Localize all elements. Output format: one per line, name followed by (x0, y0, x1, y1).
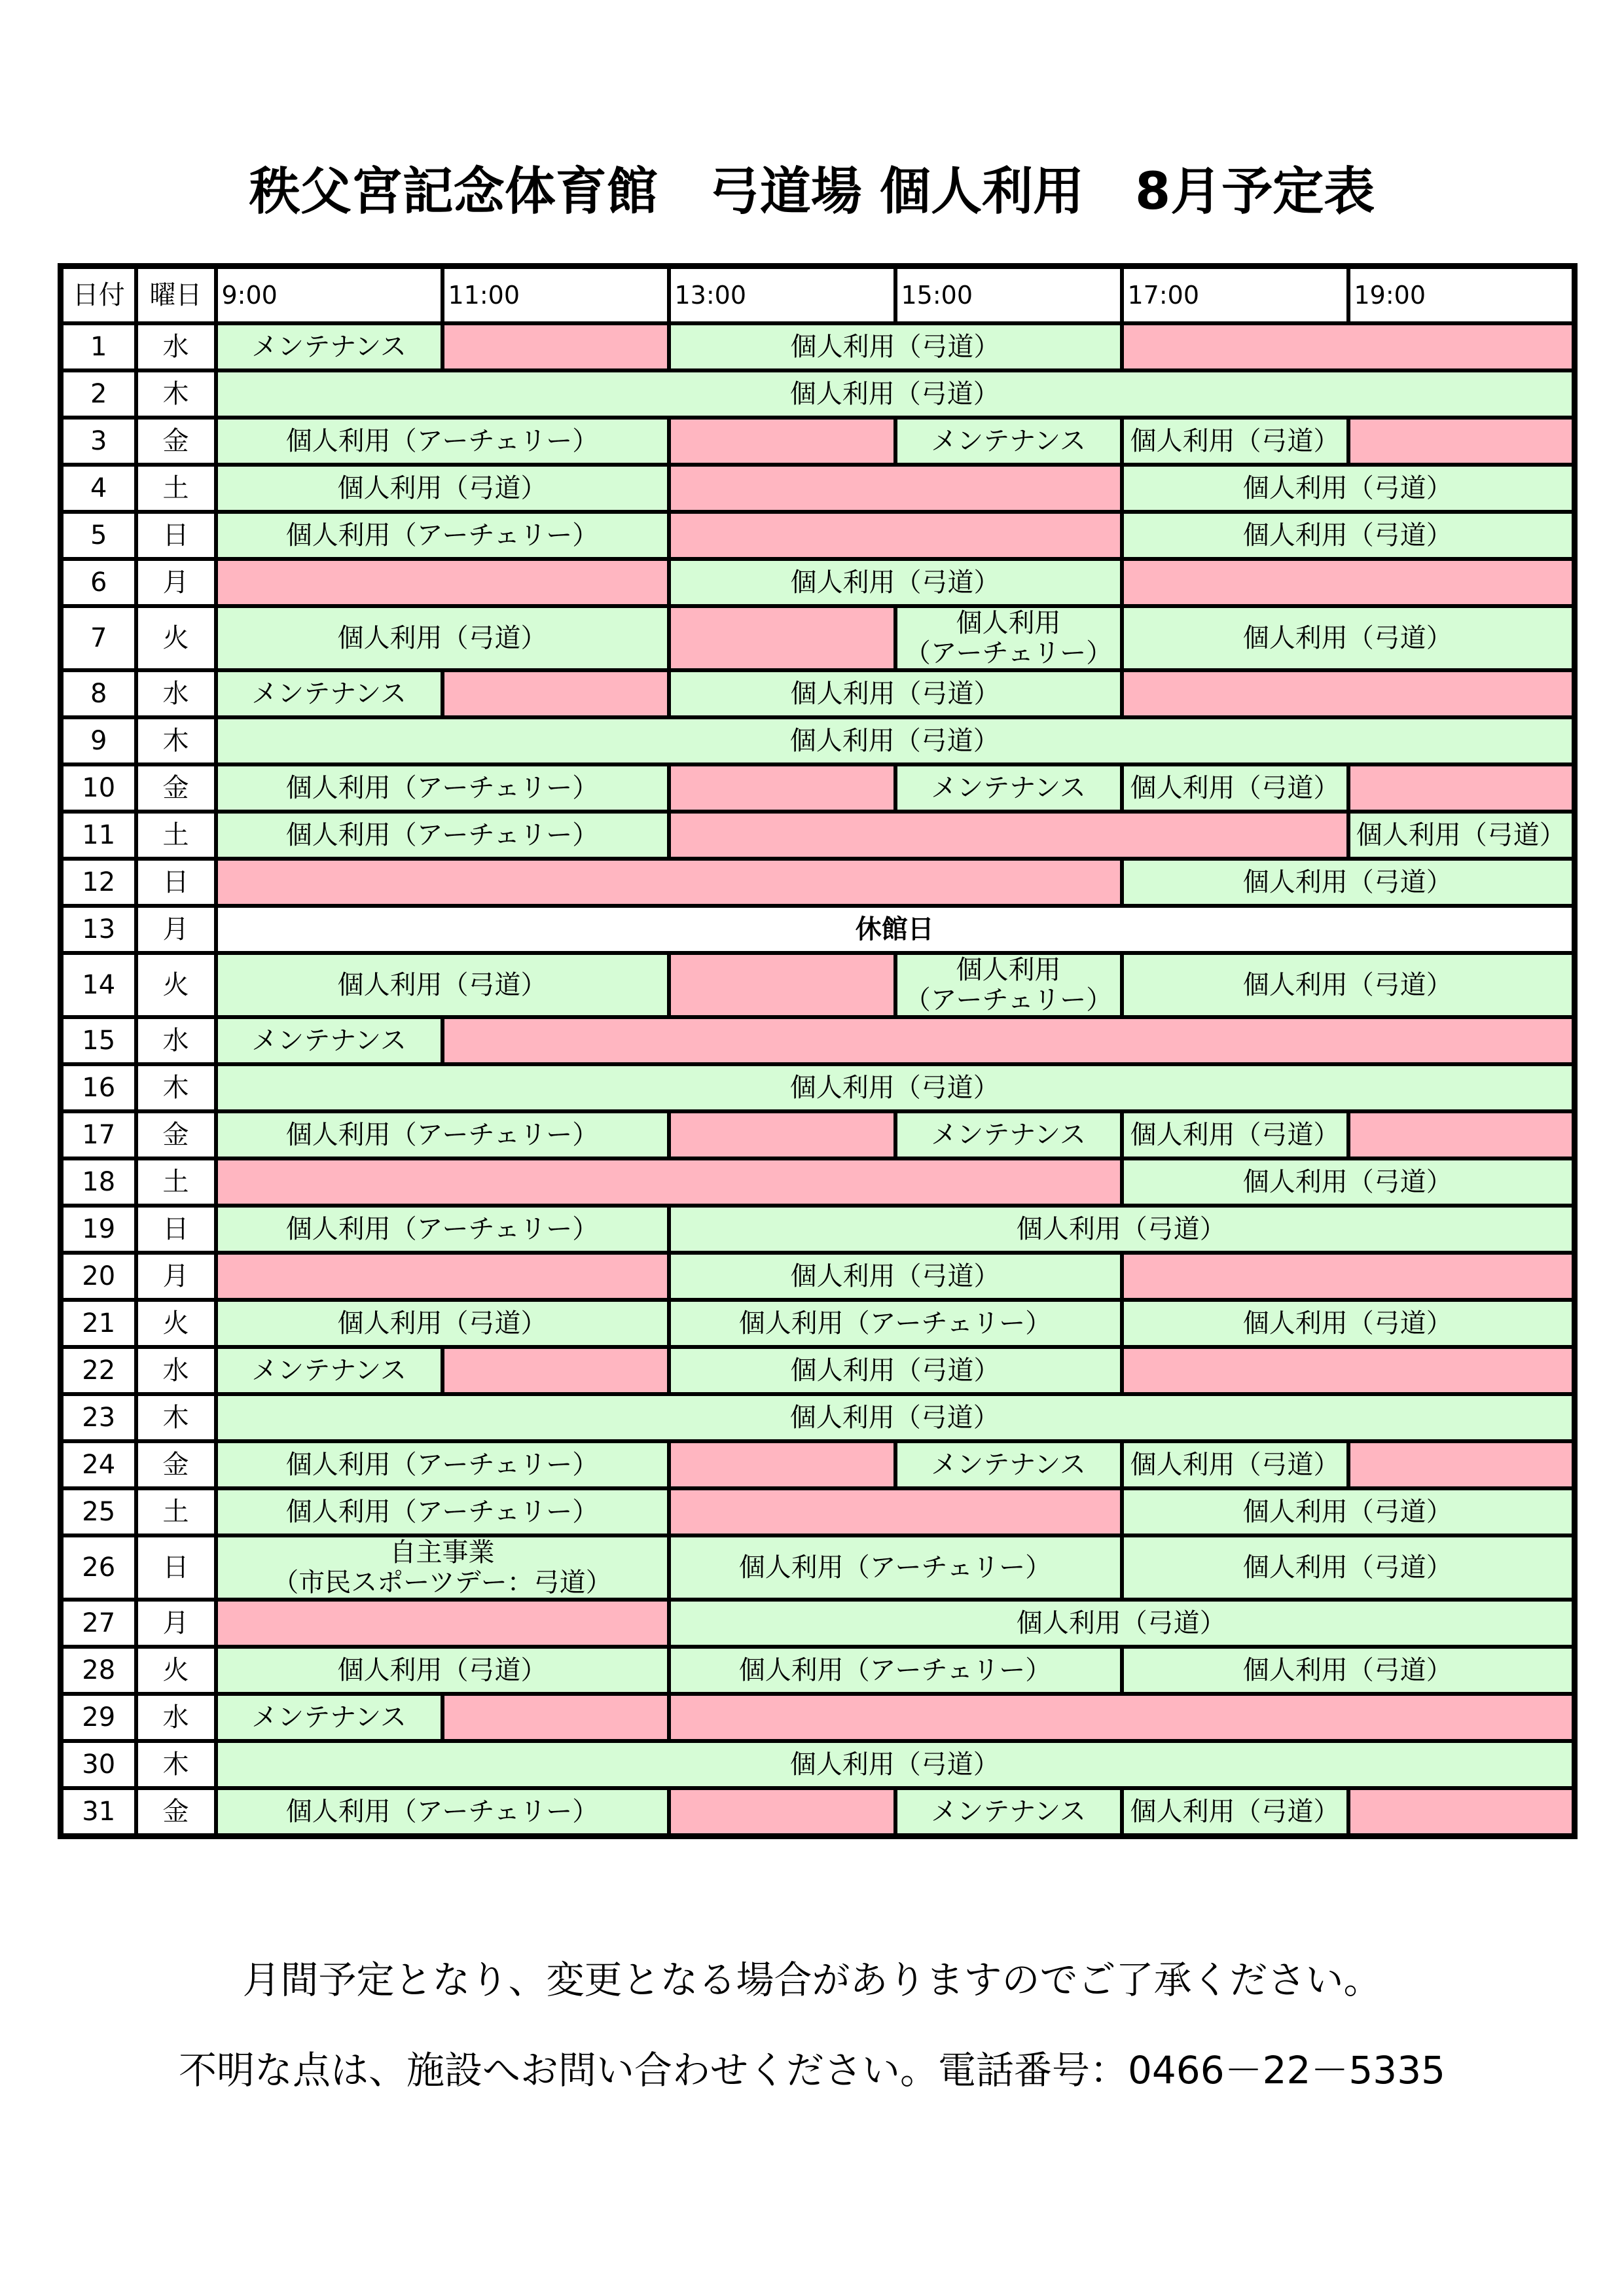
schedule-slot: 個人利用（弓道） (216, 953, 669, 1017)
booked-slot (669, 606, 895, 670)
booked-slot (442, 1694, 669, 1741)
weekday: 金 (136, 1788, 216, 1837)
schedule-slot: 個人利用（弓道） (216, 1300, 669, 1347)
booked-slot (669, 1111, 895, 1158)
booked-slot (216, 1253, 669, 1300)
schedule-slot: メンテナンス (216, 670, 442, 717)
schedule-slot: 個人利用（アーチェリー） (216, 512, 669, 559)
schedule-slot: 個人利用（弓道） (216, 1741, 1575, 1788)
day-number: 19 (61, 1206, 136, 1253)
schedule-slot: 個人利用（弓道） (1122, 512, 1575, 559)
schedule-slot: 個人利用（アーチェリー） (216, 418, 669, 465)
day-number: 15 (61, 1017, 136, 1064)
weekday: 木 (136, 370, 216, 418)
schedule-slot: 個人利用（弓道） (1122, 1441, 1348, 1488)
schedule-slot: 個人利用（アーチェリー） (669, 1647, 1122, 1694)
booked-slot (1348, 1788, 1575, 1837)
booked-slot (216, 1600, 669, 1647)
table-row (61, 1741, 1575, 1788)
schedule-slot: 個人利用（弓道） (669, 1206, 1575, 1253)
time-header: 19:00 (1348, 266, 1575, 324)
schedule-slot: 個人利用（弓道） (669, 1600, 1575, 1647)
weekday: 金 (136, 764, 216, 812)
booked-slot (669, 1694, 1575, 1741)
table-row (61, 512, 1575, 559)
weekday: 水 (136, 1017, 216, 1064)
weekday: 水 (136, 323, 216, 370)
schedule-slot: メンテナンス (895, 418, 1122, 465)
table-row (61, 717, 1575, 764)
table-row (61, 1206, 1575, 1253)
day-number: 27 (61, 1600, 136, 1647)
weekday: 日 (136, 1206, 216, 1253)
weekday: 金 (136, 1111, 216, 1158)
note-contact: 不明な点は、施設へお問い合わせください。電話番号：0466－22－5335 (178, 2048, 1446, 2092)
time-header: 17:00 (1122, 266, 1348, 324)
booked-slot (1348, 1441, 1575, 1488)
schedule-slot: メンテナンス (895, 764, 1122, 812)
weekday: 火 (136, 1647, 216, 1694)
weekday: 土 (136, 1158, 216, 1206)
day-number: 8 (61, 670, 136, 717)
schedule-slot: 個人利用（弓道） (216, 606, 669, 670)
schedule-slot: 個人利用（アーチェリー） (216, 1111, 669, 1158)
table-row (61, 1347, 1575, 1394)
weekday: 日 (136, 859, 216, 906)
weekday: 木 (136, 1394, 216, 1441)
day-number: 31 (61, 1788, 136, 1837)
header-row (61, 266, 1575, 324)
table-row (61, 1158, 1575, 1206)
weekday: 日 (136, 1535, 216, 1600)
schedule-slot: 個人利用（弓道） (216, 465, 669, 512)
booked-slot (1348, 764, 1575, 812)
weekday: 月 (136, 1600, 216, 1647)
day-number: 13 (61, 906, 136, 953)
schedule-slot: 個人利用（弓道） (1122, 1488, 1575, 1535)
schedule-slot: 個人利用（弓道） (669, 1253, 1122, 1300)
page-title: 秩父宮記念体育館 弓道場 個人利用 8月予定表 (249, 162, 1375, 221)
weekday: 金 (136, 1441, 216, 1488)
weekday: 月 (136, 906, 216, 953)
booked-slot (1122, 559, 1575, 606)
booked-slot (669, 418, 895, 465)
schedule-slot: メンテナンス (216, 1694, 442, 1741)
schedule-table (58, 263, 1578, 1839)
weekday-header: 曜日 (136, 266, 216, 324)
booked-slot (669, 1441, 895, 1488)
day-number: 10 (61, 764, 136, 812)
booked-slot (1122, 1347, 1575, 1394)
booked-slot (669, 812, 1348, 859)
booked-slot (669, 465, 1122, 512)
table-row (61, 1535, 1575, 1600)
weekday: 月 (136, 559, 216, 606)
booked-slot (669, 512, 1122, 559)
schedule-slot: 個人利用（弓道） (1122, 1300, 1575, 1347)
table-row (61, 764, 1575, 812)
weekday: 水 (136, 1694, 216, 1741)
day-number: 6 (61, 559, 136, 606)
note-schedule-change: 月間予定となり、変更となる場合がありますのでご了承ください。 (242, 1958, 1382, 2002)
schedule-slot: 個人利用（弓道） (1122, 1111, 1348, 1158)
day-number: 1 (61, 323, 136, 370)
schedule-slot: 自主事業 （市民スポーツデー：弓道） (216, 1535, 669, 1600)
table-row (61, 1253, 1575, 1300)
table-row (61, 1788, 1575, 1837)
schedule-slot: 個人利用（アーチェリー） (216, 1788, 669, 1837)
day-number: 25 (61, 1488, 136, 1535)
schedule-slot: メンテナンス (895, 1788, 1122, 1837)
booked-slot (442, 323, 669, 370)
booked-slot (1348, 418, 1575, 465)
table-row (61, 1394, 1575, 1441)
weekday: 木 (136, 717, 216, 764)
schedule-slot: 個人利用（弓道） (216, 1394, 1575, 1441)
schedule-slot: 個人利用（弓道） (1122, 606, 1575, 670)
day-number: 21 (61, 1300, 136, 1347)
schedule-slot: 個人利用（弓道） (669, 559, 1122, 606)
schedule-slot: メンテナンス (216, 1017, 442, 1064)
schedule-slot: 個人利用（アーチェリー） (669, 1300, 1122, 1347)
booked-slot (216, 559, 669, 606)
schedule-slot: メンテナンス (216, 323, 442, 370)
weekday: 水 (136, 670, 216, 717)
day-number: 5 (61, 512, 136, 559)
schedule-slot: 個人利用（弓道） (1122, 1647, 1575, 1694)
time-header: 11:00 (442, 266, 669, 324)
schedule-slot: 個人利用（弓道） (669, 323, 1122, 370)
table-row (61, 418, 1575, 465)
day-number: 3 (61, 418, 136, 465)
booked-slot (216, 1158, 1122, 1206)
table-row (61, 670, 1575, 717)
day-number: 22 (61, 1347, 136, 1394)
day-number: 12 (61, 859, 136, 906)
day-number: 29 (61, 1694, 136, 1741)
closed-day-slot: 休館日 (216, 906, 1575, 953)
schedule-slot: 個人利用（弓道） (216, 717, 1575, 764)
time-header: 13:00 (669, 266, 895, 324)
table-row (61, 1017, 1575, 1064)
day-number: 9 (61, 717, 136, 764)
day-number: 20 (61, 1253, 136, 1300)
schedule-slot: 個人利用（弓道） (1122, 953, 1575, 1017)
day-number: 28 (61, 1647, 136, 1694)
schedule-slot: 個人利用 （アーチェリー） (895, 606, 1122, 670)
weekday: 土 (136, 1488, 216, 1535)
day-number: 4 (61, 465, 136, 512)
schedule-slot: 個人利用（アーチェリー） (216, 1206, 669, 1253)
schedule-slot: 個人利用（弓道） (1122, 418, 1348, 465)
schedule-slot: 個人利用（弓道） (669, 1347, 1122, 1394)
booked-slot (442, 1017, 1575, 1064)
weekday: 火 (136, 953, 216, 1017)
weekday: 水 (136, 1347, 216, 1394)
table-row (61, 812, 1575, 859)
day-number: 30 (61, 1741, 136, 1788)
booked-slot (669, 953, 895, 1017)
table-row (61, 859, 1575, 906)
day-number: 24 (61, 1441, 136, 1488)
table-row (61, 1064, 1575, 1111)
booked-slot (669, 1488, 1122, 1535)
schedule-slot: 個人利用（アーチェリー） (216, 812, 669, 859)
table-row (61, 906, 1575, 953)
day-number: 2 (61, 370, 136, 418)
schedule-slot: メンテナンス (895, 1441, 1122, 1488)
schedule-slot: 個人利用（アーチェリー） (216, 1488, 669, 1535)
time-header: 15:00 (895, 266, 1122, 324)
table-row (61, 1441, 1575, 1488)
table-row (61, 1647, 1575, 1694)
schedule-slot: 個人利用（弓道） (1122, 1788, 1348, 1837)
schedule-slot: 個人利用（弓道） (216, 1647, 669, 1694)
schedule-slot: 個人利用（弓道） (1122, 1158, 1575, 1206)
day-number: 11 (61, 812, 136, 859)
day-number: 7 (61, 606, 136, 670)
day-number: 18 (61, 1158, 136, 1206)
table-row (61, 559, 1575, 606)
day-number: 23 (61, 1394, 136, 1441)
table-row (61, 1600, 1575, 1647)
booked-slot (442, 670, 669, 717)
table-row (61, 1111, 1575, 1158)
weekday: 火 (136, 1300, 216, 1347)
weekday: 金 (136, 418, 216, 465)
weekday: 土 (136, 465, 216, 512)
weekday: 土 (136, 812, 216, 859)
table-row (61, 323, 1575, 370)
schedule-slot: 個人利用（弓道） (1122, 859, 1575, 906)
schedule-slot: 個人利用（アーチェリー） (216, 1441, 669, 1488)
schedule-slot: 個人利用（弓道） (1348, 812, 1575, 859)
booked-slot (1122, 323, 1575, 370)
table-row (61, 1694, 1575, 1741)
schedule-slot: 個人利用（弓道） (669, 670, 1122, 717)
schedule-slot: 個人利用（弓道） (216, 370, 1575, 418)
schedule-slot: 個人利用（弓道） (1122, 764, 1348, 812)
table-row (61, 465, 1575, 512)
booked-slot (1122, 1253, 1575, 1300)
booked-slot (669, 764, 895, 812)
weekday: 火 (136, 606, 216, 670)
table-row (61, 370, 1575, 418)
schedule-slot: 個人利用（弓道） (1122, 465, 1575, 512)
booked-slot (442, 1347, 669, 1394)
table-row (61, 1300, 1575, 1347)
schedule-slot: 個人利用（弓道） (1122, 1535, 1575, 1600)
weekday: 月 (136, 1253, 216, 1300)
schedule-slot: 個人利用（アーチェリー） (669, 1535, 1122, 1600)
booked-slot (1122, 670, 1575, 717)
weekday: 木 (136, 1741, 216, 1788)
schedule-slot: 個人利用（アーチェリー） (216, 764, 669, 812)
booked-slot (1348, 1111, 1575, 1158)
notes (0, 1954, 1624, 2096)
weekday: 日 (136, 512, 216, 559)
date-header: 日付 (61, 266, 136, 324)
day-number: 14 (61, 953, 136, 1017)
table-row (61, 606, 1575, 670)
day-number: 26 (61, 1535, 136, 1600)
booked-slot (669, 1788, 895, 1837)
schedule-slot: メンテナンス (895, 1111, 1122, 1158)
table-row (61, 1488, 1575, 1535)
schedule-slot: メンテナンス (216, 1347, 442, 1394)
booked-slot (216, 859, 1122, 906)
schedule-slot: 個人利用（弓道） (216, 1064, 1575, 1111)
table-row (61, 953, 1575, 1017)
day-number: 16 (61, 1064, 136, 1111)
weekday: 木 (136, 1064, 216, 1111)
schedule-slot: 個人利用 （アーチェリー） (895, 953, 1122, 1017)
time-header: 9:00 (216, 266, 442, 324)
day-number: 17 (61, 1111, 136, 1158)
